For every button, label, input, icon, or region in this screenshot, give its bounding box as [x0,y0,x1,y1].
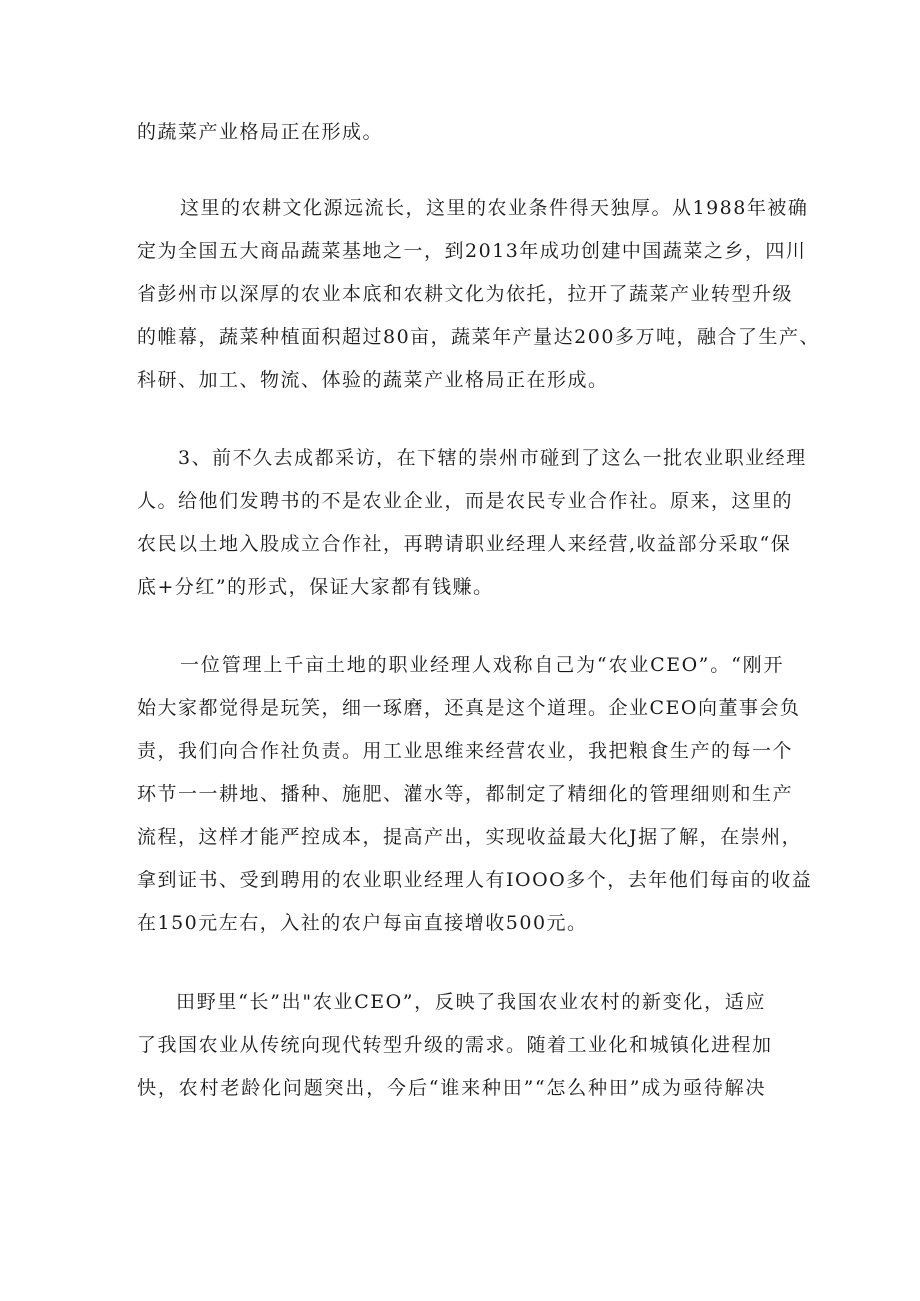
text-line: 人。给他们发聘书的不是农业企业，而是农民专业合作社。原来，这里的 [137,490,794,512]
text-line: 一位管理上千亩土地的职业经理人戏称自己为“农业CEO”。“刚开 [180,654,784,676]
text-line: 农民以土地入股成立合作社，再聘请职业经理人来经营,收益部分采取“保 [137,533,792,555]
text-line: 省彭州市以深厚的农业本底和农耕文化为依托，拉开了蔬菜产业转型升级 [137,283,794,305]
text-line: 流程，这样才能严控成本，提高产出，实现收益最大化J据了解，在崇州， [137,826,803,848]
text-line: 了我国农业从传统向现代转型升级的需求。随着工业化和城镇化进程加 [137,1034,773,1056]
text-line: 拿到证书、受到聘用的农业职业经理人有IOOO多个，去年他们每亩的收益 [137,869,813,891]
text-line: 始大家都觉得是玩笑，细一琢磨，还真是这个道理。企业CEO向董事会负 [137,697,801,719]
text-line: 的蔬菜产业格局正在形成。 [137,121,384,143]
text-line: 科研、加工、物流、体验的蔬菜产业格局正在形成。 [137,369,609,391]
text-line: 的帷幕，蔬菜种植面积超过80亩，蔬菜年产量达200多万吨，融合了生产、 [137,326,820,348]
text-line: 底+分红”的形式，保证大家都有钱赚。 [137,576,494,598]
text-line: 快，农村老龄化问题突出，今后“谁来种田”“怎么种田”成为亟待解决 [137,1077,766,1099]
text-line: 在150元左右，入社的农户每亩直接增收500元。 [137,912,588,934]
text-line: 责，我们向合作社负责。用工业思维来经营农业，我把粮食生产的每一个 [137,740,794,762]
text-line: 这里的农耕文化源远流长，这里的农业条件得天独厚。从1988年被确 [180,197,809,219]
text-line: 环节一一耕地、播种、施肥、灌水等，都制定了精细化的管理细则和生产 [137,783,794,805]
text-line: 3、前不久去成都采访，在下辖的崇州市碰到了这么一批农业职业经理 [178,447,807,469]
text-line: 田野里“长”出"农业CEO”，反映了我国农业农村的新变化，适应 [176,991,766,1013]
text-line: 定为全国五大商品蔬菜基地之一，到2013年成功创建中国蔬菜之乡，四川 [137,240,807,262]
